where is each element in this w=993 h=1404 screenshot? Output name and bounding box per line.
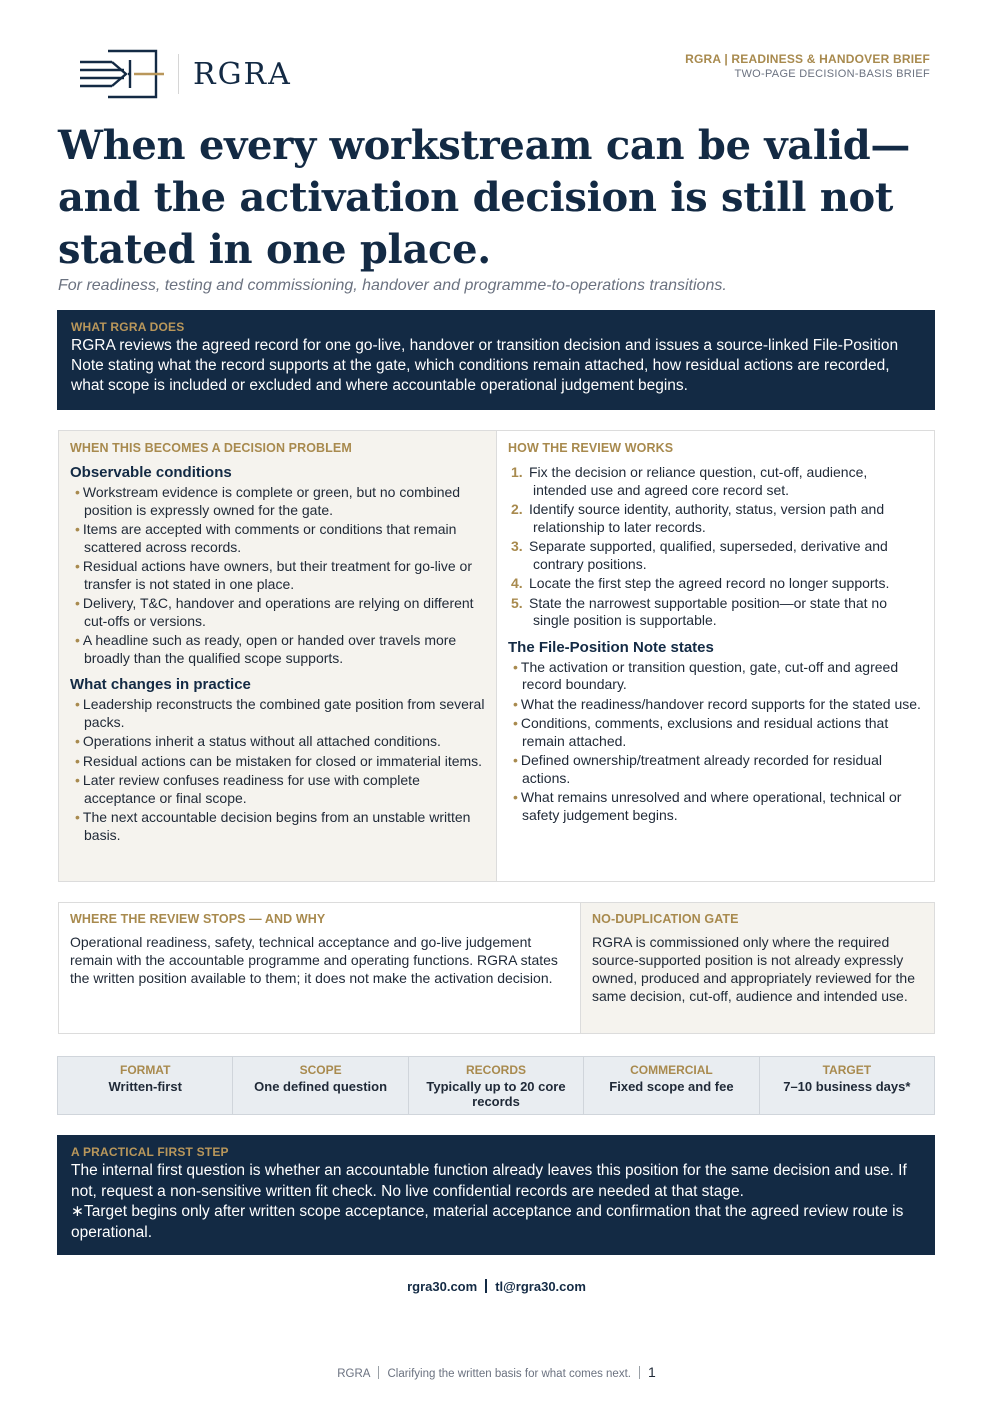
page-header (78, 48, 930, 100)
logo-text: RGRA (193, 56, 292, 92)
email-link[interactable]: tl@rgra30.com (495, 1279, 586, 1294)
list-item (508, 575, 923, 593)
first-step-body: The internal first question is whether an accountable function already leaves this position for the same decision and use. If not, request a non-sensitive written fit check. No live confidential records are needed at that stage. (71, 1162, 907, 1200)
logo-divider (178, 54, 179, 94)
fact-scope (233, 1057, 408, 1114)
step-number: 4. (511, 575, 523, 591)
fact-format (58, 1057, 233, 1114)
footer-brand: RGRA (337, 1368, 371, 1380)
no-duplication-gate-label: NO-DUPLICATION GATE (592, 912, 739, 926)
list-item: • Defined ownership/treatment already recorded for residual actions. (508, 752, 923, 787)
problem-and-review-section (58, 430, 935, 882)
logo-mark-icon (78, 48, 170, 100)
logo (78, 48, 292, 100)
list-item: • Conditions, comments, exclusions and residual actions that remain attached. (508, 715, 923, 750)
what-changes-heading: What changes in practice (70, 676, 251, 693)
file-position-note-list (508, 659, 923, 825)
page-footer (0, 1364, 993, 1380)
list-item: • Leadership reconstructs the combined gate position from several packs. (70, 696, 485, 731)
list-item (508, 501, 923, 536)
list-item: • Residual actions can be mistaken for closed or immaterial items. (70, 753, 485, 771)
page-title: When every workstream can be valid—and the activation decision is still not stated in one place. (58, 122, 911, 273)
list-item: • The activation or transition question, gate, cut-off and agreed record boundary. (508, 659, 923, 694)
review-stops-body: Operational readiness, safety, technical acceptance and go-live judgement remain with the accountable programme and operating functions. RGRA states the written position available to them; it does not make the activation decision. (70, 934, 558, 986)
what-rgra-does-label: WHAT RGRA DOES (71, 320, 185, 334)
review-steps-list (508, 464, 923, 630)
step-text: State the narrowest supportable position—or state that no single position is supportable. (529, 594, 887, 628)
contact-line (0, 1279, 993, 1294)
step-text: Fix the decision or reliance question, cut-off, audience, intended use and agreed core record set. (529, 464, 868, 498)
fact-value: Written-first (108, 1079, 182, 1094)
list-item: • Residual actions have owners, but their treatment for go-live or transfer is not stated in one place. (70, 558, 485, 593)
fact-label: TARGET (822, 1063, 872, 1077)
list-item: • The next accountable decision begins from an unstable written basis. (70, 809, 485, 844)
what-rgra-does-body: RGRA reviews the agreed record for one go-live, handover or transition decision and issues a source-linked File-Position Note stating what the record supports at the gate, which conditions remain attached, how residual actions are recorded, what scope is included or excluded and where accountable operational judgement begins. (71, 337, 899, 394)
list-item: • What the readiness/handover record supports for the stated use. (508, 696, 923, 714)
list-item: • A headline such as ready, open or handed over travels more broadly than the qualified scope supports. (70, 632, 485, 667)
fact-value: One defined question (254, 1079, 388, 1094)
decision-problem-column (59, 431, 497, 881)
fact-value: Fixed scope and fee (609, 1079, 734, 1094)
engagement-facts-strip (57, 1056, 935, 1115)
list-item: • Operations inherit a status without all attached conditions. (70, 733, 485, 751)
website-link[interactable]: rgra30.com (407, 1279, 478, 1294)
fact-label: RECORDS (466, 1063, 527, 1077)
fact-commercial (584, 1057, 759, 1114)
what-rgra-does-box (57, 310, 935, 410)
list-item (508, 538, 923, 573)
step-text: Identify source identity, authority, status, version path and relationship to later records. (529, 501, 885, 535)
first-step-box (57, 1135, 935, 1255)
review-works-label: HOW THE REVIEW WORKS (508, 441, 674, 455)
review-works-column (497, 431, 934, 881)
review-stops-panel (59, 903, 581, 1033)
fact-label: FORMAT (119, 1063, 171, 1077)
first-step-label: A PRACTICAL FIRST STEP (71, 1145, 229, 1159)
fact-value: Typically up to 20 core records (426, 1079, 566, 1109)
boundaries-section (58, 902, 935, 1034)
step-text: Locate the first step the agreed record no longer supports. (529, 575, 890, 591)
list-item: • What remains unresolved and where operational, technical or safety judgement begins. (508, 789, 923, 824)
contact-separator (485, 1279, 487, 1293)
list-item: • Delivery, T&C, handover and operations are relying on different cut-offs or versions. (70, 595, 485, 630)
no-duplication-gate-body: RGRA is commissioned only where the required source-supported position is not already expressly owned, produced and appropriately reviewed for the same decision, cut-off, audience and intended use. (592, 934, 915, 1004)
footer-separator (378, 1366, 379, 1379)
review-stops-label: WHERE THE REVIEW STOPS — AND WHY (70, 912, 326, 926)
header-brief-title: RGRA | READINESS & HANDOVER BRIEF (685, 52, 930, 66)
observable-conditions-heading: Observable conditions (70, 464, 232, 481)
fact-label: COMMERCIAL (630, 1063, 713, 1077)
step-number: 5. (511, 594, 523, 611)
observable-conditions-list (70, 484, 485, 667)
list-item: • Items are accepted with comments or conditions that remain scattered across records. (70, 521, 485, 556)
fact-target (760, 1057, 934, 1114)
step-number: 1. (511, 464, 523, 480)
page-number: 1 (647, 1364, 656, 1380)
list-item (508, 464, 923, 499)
page-subtitle: For readiness, testing and commissioning, handover and programme-to-operations transitions. (58, 277, 727, 294)
step-number: 3. (511, 538, 523, 554)
step-number: 2. (511, 501, 523, 517)
list-item: • Workstream evidence is complete or green, but no combined position is expressly owned for the gate. (70, 484, 485, 519)
fact-records (409, 1057, 584, 1114)
fact-label: SCOPE (299, 1063, 342, 1077)
no-duplication-gate-panel (581, 903, 934, 1033)
list-item (508, 595, 923, 630)
footer-separator (639, 1366, 640, 1379)
file-position-note-heading: The File-Position Note states (508, 638, 714, 656)
list-item: • Later review confuses readiness for use with complete acceptance or final scope. (70, 772, 485, 807)
first-step-footnote: ∗Target begins only after written scope acceptance, material acceptance and confirmation that the agreed review route is operational. (71, 1203, 904, 1241)
what-changes-list (70, 696, 485, 844)
step-text: Separate supported, qualified, superseded, derivative and contrary positions. (529, 538, 888, 572)
header-brief-subtitle: TWO-PAGE DECISION-BASIS BRIEF (734, 68, 930, 80)
fact-value: 7–10 business days* (783, 1079, 911, 1094)
decision-problem-label: WHEN THIS BECOMES A DECISION PROBLEM (70, 441, 352, 455)
header-meta (685, 52, 930, 80)
footer-tagline: Clarifying the written basis for what comes next. (387, 1368, 631, 1380)
